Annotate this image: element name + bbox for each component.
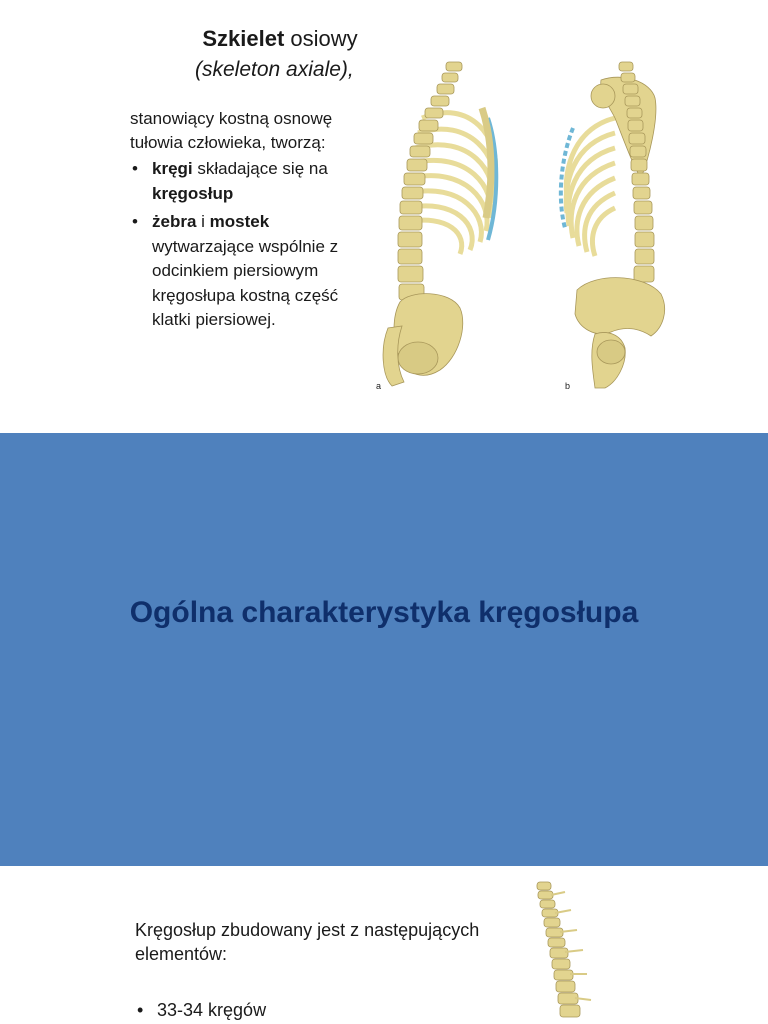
spine-figure: [525, 880, 605, 1024]
bullet-item-ribs: [130, 210, 370, 333]
spine-intro-text: Kręgosłup zbudowany jest z następujących elementów:: [135, 920, 480, 964]
bullet-item-vertebrae: [130, 157, 370, 206]
bullet-text: 33-34 kręgów: [157, 1000, 267, 1020]
bullet-bold: żebra: [152, 212, 197, 231]
title-rest: osiowy: [290, 26, 358, 51]
bullet-bold: kręgi: [152, 159, 193, 178]
figure-caption-b: b: [565, 381, 571, 390]
bullet-bold: kręgosłup: [152, 183, 234, 203]
slide-spine-elements: [0, 866, 768, 1024]
slide-title: [0, 26, 560, 52]
bullet-list: [130, 157, 370, 333]
spine-bullet-list: [135, 998, 266, 1022]
bullet-item-vertebrae-count: [135, 998, 266, 1022]
spine-skeleton-figure-a: [370, 58, 510, 390]
figure-caption-a: a: [376, 381, 382, 390]
bullet-icon: •: [137, 1000, 144, 1020]
section-title: Ogólna charakterystyka kręgosłupa: [129, 596, 639, 629]
spine-skeleton-figure-b: [555, 58, 675, 390]
bullet-text: składające się na: [197, 159, 328, 178]
bullet-bold: mostek: [209, 212, 270, 231]
bullet-icon: •: [132, 159, 138, 178]
bullet-text: wytwarzające wspólnie z odcinkiem piersiowym kręgosłupa kostną część klatki piersiowej.: [152, 236, 339, 329]
slide-axial-skeleton: [0, 0, 768, 432]
title-bold: Szkielet: [202, 26, 285, 51]
slide-section-header: [0, 433, 768, 866]
bullet-text: i: [201, 212, 205, 231]
bullet-icon: •: [132, 212, 138, 231]
intro-text: stanowiący kostną osnowę tułowia człowieka, tworzą:: [130, 109, 333, 152]
slide-subtitle: (skeleton axiale),: [195, 58, 354, 81]
